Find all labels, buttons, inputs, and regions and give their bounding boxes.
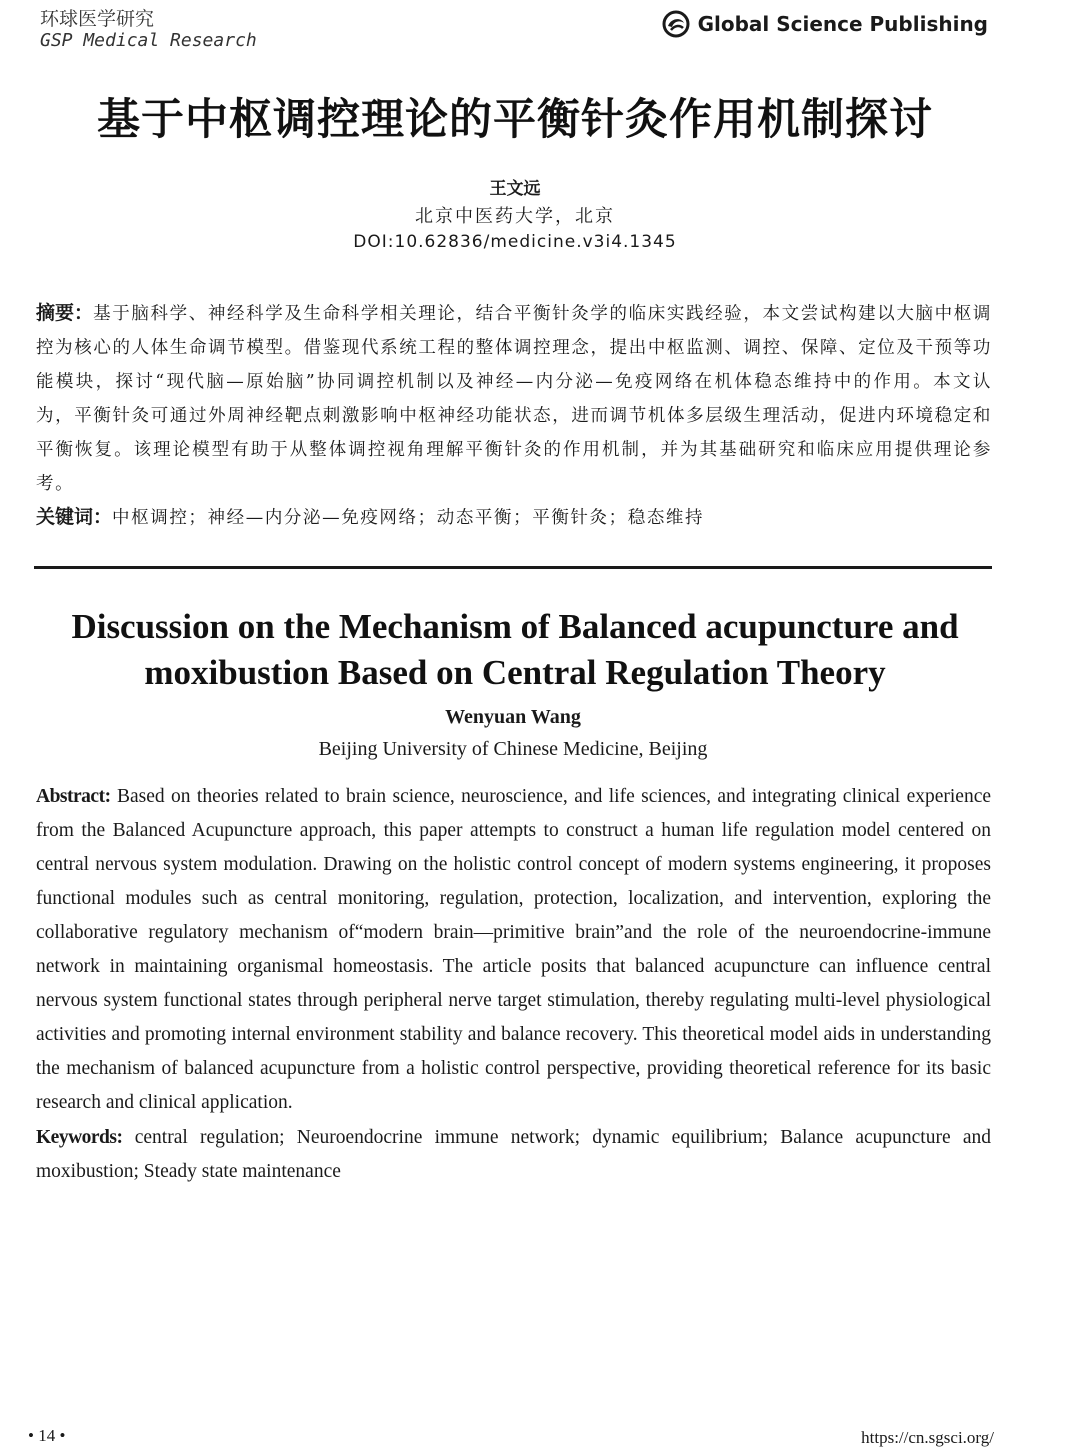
- publisher-name: Global Science Publishing: [697, 12, 988, 36]
- keywords-label-en: Keywords:: [36, 1127, 123, 1148]
- affiliation-en: Beijing University of Chinese Medicine, Beijing: [318, 738, 708, 760]
- journal-url: https://cn.sgsci.org/: [861, 1428, 994, 1447]
- doi: DOI:10.62836/medicine.v3i4.1345: [353, 232, 677, 252]
- journal-name-cn: 环球医学研究: [40, 8, 155, 30]
- abstract-label-en: Abstract:: [36, 786, 111, 807]
- paper-title-en-line2: moxibustion Based on Central Regulation Theory: [144, 653, 886, 692]
- paper-title-en-line1: Discussion on the Mechanism of Balanced acupuncture and: [71, 607, 959, 646]
- abstract-en: [36, 780, 991, 1120]
- publisher-brand: [662, 10, 988, 38]
- journal-name-en: GSP Medical Research: [40, 30, 257, 51]
- section-divider: [34, 566, 992, 569]
- keywords-label-cn: 关键词：: [36, 506, 113, 528]
- keywords-en: [36, 1121, 991, 1189]
- author-cn: 王文远: [489, 179, 541, 199]
- abstract-cn: [36, 296, 992, 501]
- page-number: • 14 •: [28, 1426, 66, 1445]
- paper-title-cn: 基于中枢调控理论的平衡针灸作用机制探讨: [97, 95, 933, 145]
- paper-title-en: [20, 604, 1010, 696]
- keywords-text-en: central regulation; Neuroendocrine immune network; dynamic equilibrium; Balance acupuncture and moxibustion; Steady state maintenance: [36, 1127, 992, 1182]
- gsp-swirl-logo-icon: [662, 10, 690, 38]
- affiliation-cn: 北京中医药大学，北京: [415, 206, 615, 227]
- author-en: Wenyuan Wang: [445, 706, 581, 728]
- abstract-text-en: Based on theories related to brain science, neuroscience, and life sciences, and integrating clinical experience from the Balanced Acupuncture approach, this paper attempts to construct a human life regulation model centered on central nervous system modulation. Drawing on the holistic control concept of modern systems engineering, it proposes functional modules such as central monitoring, regulation, protection, localization, and intervention, exploring the collaborative regulatory mechanism of“modern brain—primitive brain”and the role of the neuroendocrine-immune network in maintaining organismal homeostasis. The article posits that balanced acupuncture can influence central nervous system functional states through peripheral nerve target stimulation, thereby regulating multi-level physiological activities and promoting internal environment stability and balance recovery. This theoretical model aids in understanding the mechanism of balanced acupuncture from a holistic control perspective, providing theoretical reference for its basic research and clinical application.: [36, 786, 992, 1113]
- keywords-cn: [36, 500, 992, 535]
- keywords-text-cn: 中枢调控；神经—内分泌—免疫网络；动态平衡；平衡针灸；稳态维持: [112, 508, 705, 528]
- abstract-label-cn: 摘要：: [36, 302, 94, 324]
- abstract-text-cn: 基于脑科学、神经科学及生命科学相关理论，结合平衡针灸学的临床实践经验，本文尝试构建以大脑中枢调控为核心的人体生命调节模型。借鉴现代系统工程的整体调控理念，提出中枢监测、调控、保障、定位及干预等功能模块，探讨“现代脑—原始脑”协同调控机制以及神经—内分泌—免疫网络在机体稳态维持中的作用。本文认为，平衡针灸可通过外周神经靶点刺激影响中枢神经功能状态，进而调节机体多层级生理活动，促进内环境稳定和平衡恢复。该理论模型有助于从整体调控视角理解平衡针灸的作用机制，并为其基础研究和临床应用提供理论参考。: [36, 304, 992, 494]
